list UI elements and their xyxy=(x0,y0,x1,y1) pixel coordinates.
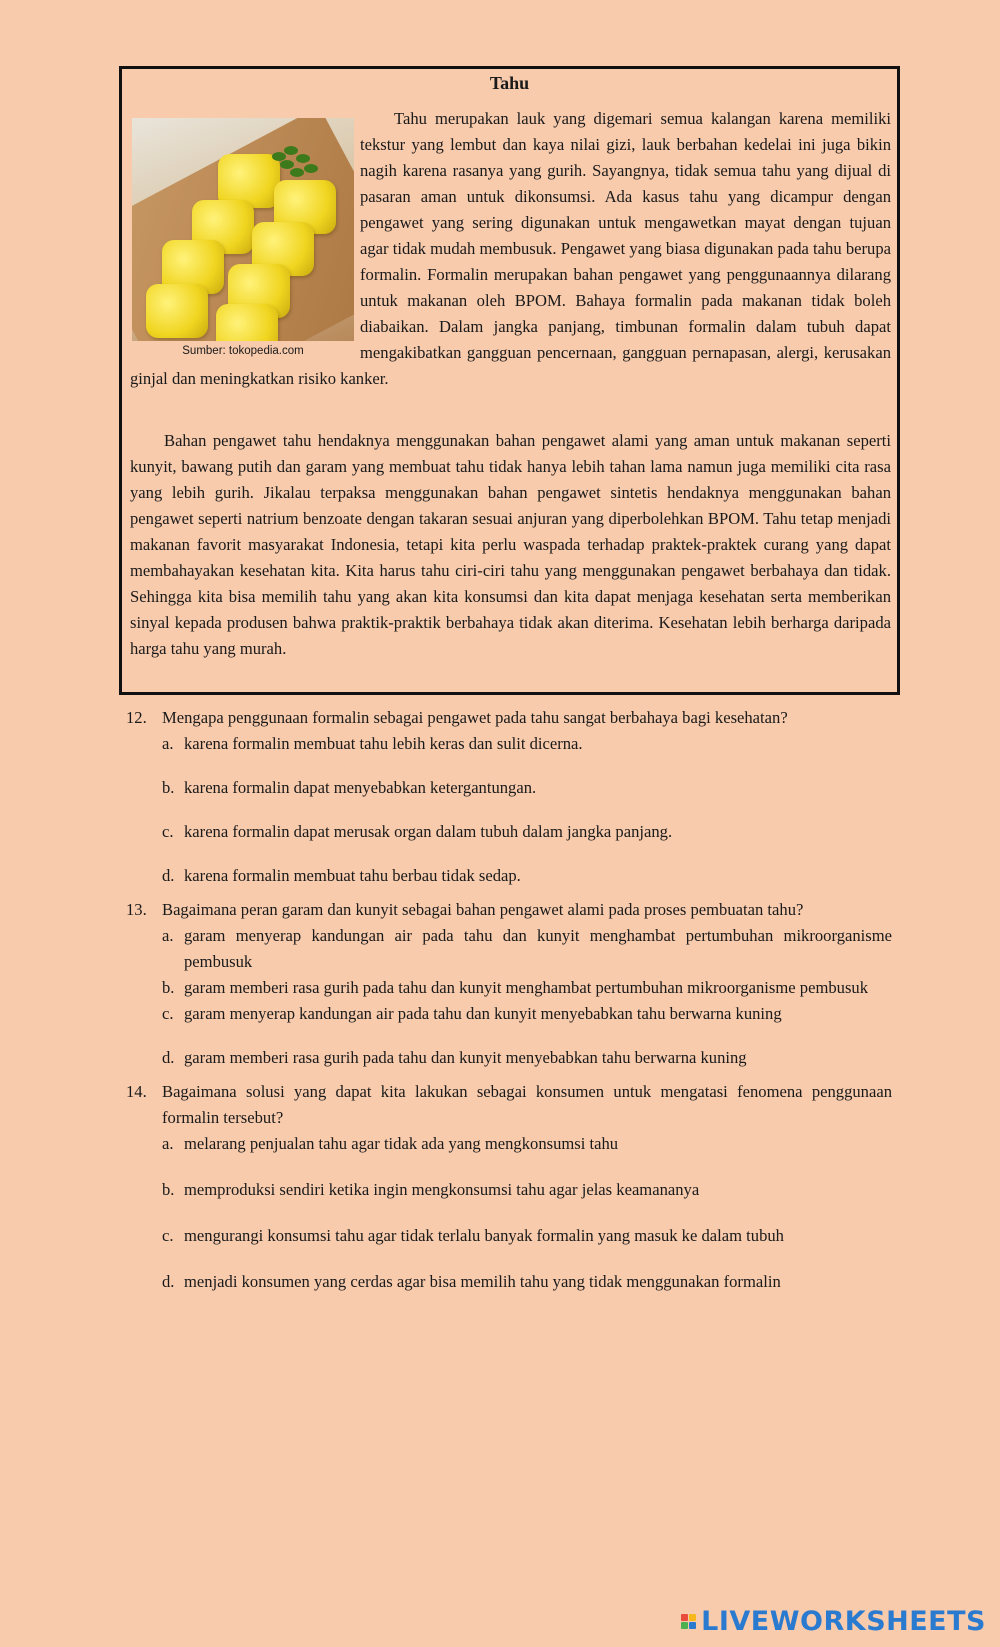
option-text: karena formalin membuat tahu berbau tidak sedap. xyxy=(184,866,521,885)
option-text: karena formalin dapat menyebabkan ketergantungan. xyxy=(184,778,537,797)
option-letter: d. xyxy=(162,866,175,885)
option-text: menjadi konsumen yang cerdas agar bisa memilih tahu yang tidak menggunakan formalin xyxy=(184,1272,781,1291)
option-a[interactable] xyxy=(162,731,892,757)
paragraph-1-text: Tahu merupakan lauk yang digemari semua kalangan karena memiliki tekstur yang lembut dan kaya nilai gizi, lauk berbahan kedelai ini juga bikin nagih karena rasanya yang gurih. Sayangnya, tidak semua tahu yang dijual di pasaran aman untuk dikonsumsi. Ada kasus tahu yang dicampur dengan pengawet yang sering digunakan untuk mengawetkan mayat dengan tujuan agar tidak mudah membusuk. Pengawet yang biasa digunakan pada tahu berupa formalin. Formalin merupakan bahan pengawet yang penggunaannya dilarang untuk makanan oleh BPOM. Bahaya formalin pada makanan tidak boleh diabaikan. Dalam jangka panjang, timbunan formalin dalam tubuh dapat mengakibatkan gangguan pencernaan, gangguan pernapasan, alergi, kerusakan ginjal dan meningkatkan risiko kanker. xyxy=(130,109,891,388)
option-b[interactable] xyxy=(162,775,892,801)
question-text: Mengapa penggunaan formalin sebagai pengawet pada tahu sangat berbahaya bagi kesehatan? xyxy=(162,708,788,727)
question-text: Bagaimana peran garam dan kunyit sebagai bahan pengawet alami pada proses pembuatan tahu? xyxy=(162,900,804,919)
reading-passage-box xyxy=(119,66,900,695)
passage-paragraph-2: Bahan pengawet tahu hendaknya menggunakan bahan pengawet alami yang aman untuk makanan seperti kunyit, bawang putih dan garam yang membuat tahu tidak hanya lebih tahan lama namun juga memiliki cita rasa yang lebih gurih. Jikalau terpaksa menggunakan bahan pengawet sintetis hendaknya menggunakan bahan pengawet seperti natrium benzoate dengan takaran sesuai anjuran yang diperbolehkan BPOM. Tahu tetap menjadi makanan favorit masyarakat Indonesia, tetapi kita perlu waspada terhadap praktek-praktek curang yang dapat membahayakan kesehatan kita. Kita harus tahu ciri-ciri tahu yang menggunakan pengawet berbahaya dan tidak. Sehingga kita bisa memilih tahu yang akan kita konsumsi dan kita dapat menjaga kesehatan serta memberikan sinyal kepada produsen bahwa praktik-praktik berbahaya tidak akan diterima. Kesehatan lebih berharga daripada harga tahu yang murah. xyxy=(130,431,891,658)
option-letter: d. xyxy=(162,1048,175,1067)
option-letter: a. xyxy=(162,734,174,753)
question-stem xyxy=(126,1079,892,1131)
option-letter: d. xyxy=(162,1272,175,1291)
option-text: karena formalin membuat tahu lebih keras dan sulit dicerna. xyxy=(184,734,583,753)
option-c[interactable] xyxy=(162,1223,892,1249)
question-13 xyxy=(126,897,892,1071)
option-text: garam menyerap kandungan air pada tahu dan kunyit menghambat pertumbuhan mikroorganisme pembusuk xyxy=(184,926,892,971)
question-list xyxy=(126,705,892,1295)
option-text: memproduksi sendiri ketika ingin mengkonsumsi tahu agar jelas keamananya xyxy=(184,1180,700,1199)
option-text: garam menyerap kandungan air pada tahu dan kunyit menyebabkan tahu berwarna kuning xyxy=(184,1004,782,1023)
option-text: garam memberi rasa gurih pada tahu dan kunyit menyebabkan tahu berwarna kuning xyxy=(184,1048,747,1067)
option-a[interactable] xyxy=(162,1131,892,1157)
question-number: 13. xyxy=(126,900,147,919)
option-letter: c. xyxy=(162,1004,174,1023)
option-d[interactable] xyxy=(162,1269,892,1295)
watermark-text: LIVEWORKSHEETS xyxy=(701,1606,986,1637)
option-text: garam memberi rasa gurih pada tahu dan kunyit menghambat pertumbuhan mikroorganisme pembusuk xyxy=(184,978,869,997)
option-b[interactable] xyxy=(162,975,892,1001)
option-letter: a. xyxy=(162,1134,174,1153)
liveworksheets-logo-icon xyxy=(681,1614,696,1629)
question-number: 12. xyxy=(126,708,147,727)
question-14 xyxy=(126,1079,892,1295)
option-c[interactable] xyxy=(162,1001,892,1027)
question-number: 14. xyxy=(126,1082,147,1101)
question-text: Bagaimana solusi yang dapat kita lakukan sebagai konsumen untuk mengatasi fenomena penggunaan formalin tersebut? xyxy=(162,1082,892,1127)
option-d[interactable] xyxy=(162,863,892,889)
option-letter: c. xyxy=(162,822,174,841)
option-letter: c. xyxy=(162,1226,174,1245)
liveworksheets-watermark[interactable] xyxy=(681,1606,986,1637)
question-stem xyxy=(126,705,892,731)
option-letter: b. xyxy=(162,778,175,797)
option-letter: b. xyxy=(162,978,175,997)
option-d[interactable] xyxy=(162,1045,892,1071)
option-a[interactable] xyxy=(162,923,892,975)
option-b[interactable] xyxy=(162,1177,892,1203)
passage-title: Tahu xyxy=(489,73,530,93)
option-c[interactable] xyxy=(162,819,892,845)
passage-paragraph-1 xyxy=(130,106,891,392)
image-caption: Sumber: tokopedia.com xyxy=(182,345,304,357)
option-letter: a. xyxy=(162,926,174,945)
question-12 xyxy=(126,705,892,889)
option-text: karena formalin dapat merusak organ dalam tubuh dalam jangka panjang. xyxy=(184,822,673,841)
option-letter: b. xyxy=(162,1180,175,1199)
question-stem xyxy=(126,897,892,923)
option-text: melarang penjualan tahu agar tidak ada yang mengkonsumsi tahu xyxy=(184,1134,619,1153)
option-text: mengurangi konsumsi tahu agar tidak terlalu banyak formalin yang masuk ke dalam tubuh xyxy=(184,1226,784,1245)
